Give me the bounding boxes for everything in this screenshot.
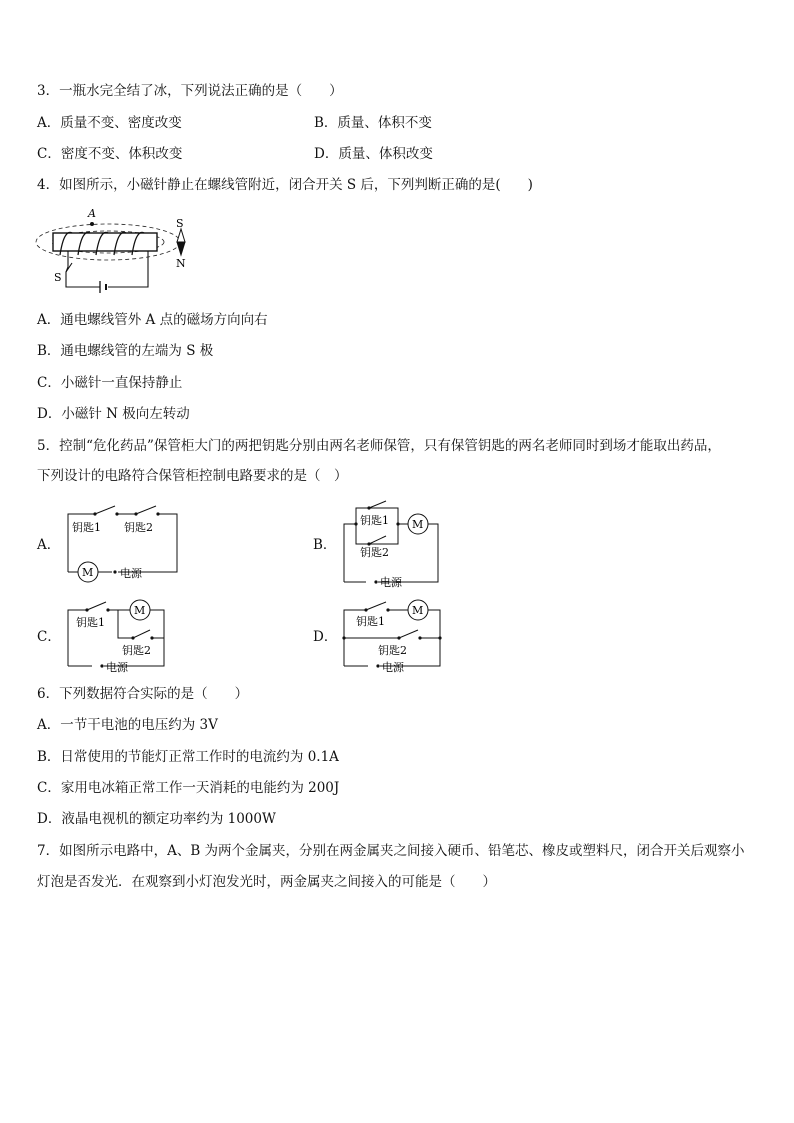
svg-text:M: M bbox=[82, 566, 94, 579]
q6-option-c: C．家用电冰箱正常工作一天消耗的电能约为 200J bbox=[37, 780, 340, 796]
svg-text:钥匙1: 钥匙1 bbox=[72, 521, 101, 534]
svg-text:钥匙1: 钥匙1 bbox=[356, 615, 385, 628]
svg-text:电源: 电源 bbox=[120, 567, 142, 580]
q4-option-d: D．小磁针 N 极向左转动 bbox=[37, 406, 190, 422]
q3-option-b: B．质量、体积不变 bbox=[314, 115, 432, 131]
circuit-wire-right bbox=[108, 251, 148, 287]
q4-option-b: B．通电螺线管的左端为 S 极 bbox=[37, 343, 214, 359]
svg-text:M: M bbox=[134, 604, 146, 617]
svg-text:钥匙2: 钥匙2 bbox=[378, 644, 407, 657]
q6-option-a: A．一节干电池的电压约为 3V bbox=[37, 717, 218, 733]
svg-text:电源: 电源 bbox=[380, 576, 402, 588]
q6-option-b: B．日常使用的节能灯正常工作时的电流约为 0.1A bbox=[37, 749, 339, 765]
q3-option-d: D．质量、体积改变 bbox=[314, 146, 433, 162]
svg-text:钥匙2: 钥匙2 bbox=[122, 644, 151, 657]
needle-n-half bbox=[177, 242, 185, 255]
solenoid-figure bbox=[28, 205, 198, 300]
q4-option-c: C．小磁针一直保持静止 bbox=[37, 375, 183, 391]
circuit-c bbox=[60, 594, 175, 676]
circuit-wire-left bbox=[66, 251, 100, 287]
circuit-b bbox=[336, 496, 446, 588]
circuit-d bbox=[336, 594, 451, 676]
switch-label: S bbox=[54, 271, 62, 284]
q5-option-c-label: C． bbox=[37, 629, 61, 645]
svg-text:M: M bbox=[412, 604, 424, 617]
svg-text:电源: 电源 bbox=[382, 661, 404, 674]
q5-option-a-label: A． bbox=[37, 537, 61, 553]
svg-text:钥匙1: 钥匙1 bbox=[360, 514, 389, 527]
svg-text:钥匙2: 钥匙2 bbox=[360, 546, 389, 559]
q5-stem-line2: 下列设计的电路符合保管柜控制电路要求的是（ ） bbox=[37, 468, 348, 484]
point-a-label: A bbox=[88, 207, 96, 220]
needle-bottom-label: N bbox=[176, 257, 186, 270]
solenoid-core bbox=[53, 233, 157, 251]
svg-text:M: M bbox=[412, 518, 424, 531]
q7-stem-line2: 灯泡是否发光．在观察到小灯泡发光时，两金属夹之间接入的可能是（ ） bbox=[37, 874, 496, 890]
q5-option-b-label: B． bbox=[313, 537, 337, 553]
q6-stem: 6．下列数据符合实际的是（ ） bbox=[37, 686, 249, 702]
circuit-a bbox=[60, 500, 185, 588]
q3-stem: 3．一瓶水完全结了冰，下列说法正确的是（ ） bbox=[37, 83, 343, 99]
q5-option-d-label: D． bbox=[313, 629, 338, 645]
svg-text:电源: 电源 bbox=[106, 661, 128, 674]
q4-stem: 4．如图所示，小磁针静止在螺线管附近，闭合开关 S 后，下列判断正确的是( ) bbox=[37, 177, 533, 193]
switch-blade bbox=[66, 263, 72, 272]
point-a-dot bbox=[90, 222, 94, 226]
q3-option-a: A．质量不变、密度改变 bbox=[37, 115, 182, 131]
q4-option-a: A．通电螺线管外 A 点的磁场方向向右 bbox=[37, 312, 268, 328]
q6-option-d: D．液晶电视机的额定功率约为 1000W bbox=[37, 811, 276, 827]
q5-stem-line1: 5．控制“危化药品”保管柜大门的两把钥匙分别由两名老师保管，只有保管钥匙的两名老师同时到场才能取出药品， bbox=[37, 438, 721, 454]
needle-s-half bbox=[177, 229, 185, 242]
q7-stem-line1: 7．如图所示电路中，A、B 为两个金属夹，分别在两金属夹之间接入硬币、铅笔芯、橡皮或塑料尺，闭合开关后观察小 bbox=[37, 843, 745, 859]
needle-top-label: S bbox=[176, 217, 184, 230]
q3-option-c: C．密度不变、体积改变 bbox=[37, 146, 183, 162]
svg-text:钥匙2: 钥匙2 bbox=[124, 521, 153, 534]
svg-text:钥匙1: 钥匙1 bbox=[76, 616, 105, 629]
